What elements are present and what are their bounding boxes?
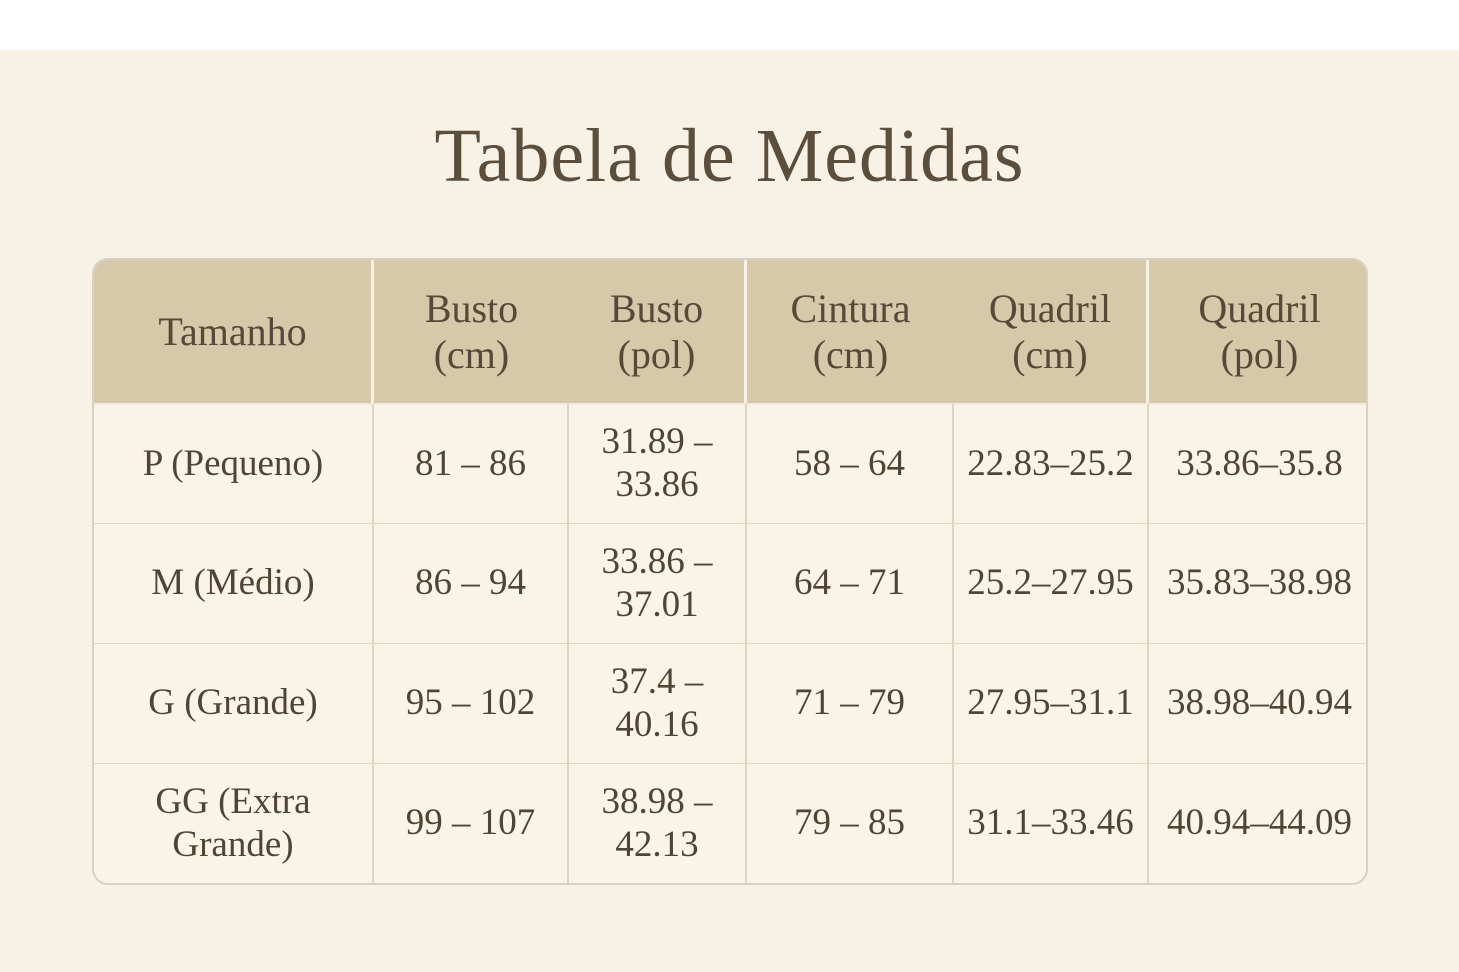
cintura-cm-value: 71 – 79 <box>747 643 954 763</box>
table-row-g <box>94 643 1368 763</box>
quadril-pol-value: 35.83–38.98 <box>1149 523 1368 643</box>
quadril-pol-value: 38.98–40.94 <box>1149 643 1368 763</box>
table-row-p <box>94 403 1368 523</box>
quadril-cm-value: 27.95–31.1 <box>954 643 1149 763</box>
size-label: P (Pequeno) <box>94 403 374 523</box>
quadril-pol-value: 40.94–44.09 <box>1149 763 1368 883</box>
quadril-cm-value: 25.2–27.95 <box>954 523 1149 643</box>
top-white-strip <box>0 0 1459 50</box>
column-header-quadril-pol: Quadril (pol) <box>1149 260 1368 403</box>
quadril-pol-value: 33.86–35.8 <box>1149 403 1368 523</box>
busto-cm-value: 86 – 94 <box>374 523 569 643</box>
busto-pol-value: 33.86 – 37.01 <box>569 523 747 643</box>
quadril-cm-value: 31.1–33.46 <box>954 763 1149 883</box>
busto-cm-value: 81 – 86 <box>374 403 569 523</box>
size-label: G (Grande) <box>94 643 374 763</box>
size-chart-table <box>94 260 1368 883</box>
busto-cm-value: 99 – 107 <box>374 763 569 883</box>
size-label: GG (Extra Grande) <box>94 763 374 883</box>
column-header-quadril-cm: Quadril (cm) <box>954 260 1149 403</box>
quadril-cm-value: 22.83–25.2 <box>954 403 1149 523</box>
table-row-m <box>94 523 1368 643</box>
column-header-busto-cm: Busto (cm) <box>374 260 569 403</box>
busto-pol-value: 37.4 – 40.16 <box>569 643 747 763</box>
cintura-cm-value: 58 – 64 <box>747 403 954 523</box>
page-title: Tabela de Medidas <box>434 114 1025 198</box>
busto-cm-value: 95 – 102 <box>374 643 569 763</box>
column-header-busto-pol: Busto (pol) <box>569 260 747 403</box>
size-chart-table-container <box>92 258 1368 885</box>
table-header-row <box>94 260 1368 403</box>
cintura-cm-value: 64 – 71 <box>747 523 954 643</box>
column-header-cintura-cm: Cintura (cm) <box>747 260 954 403</box>
busto-pol-value: 31.89 – 33.86 <box>569 403 747 523</box>
cintura-cm-value: 79 – 85 <box>747 763 954 883</box>
busto-pol-value: 38.98 – 42.13 <box>569 763 747 883</box>
size-label: M (Médio) <box>94 523 374 643</box>
table-row-gg <box>94 763 1368 883</box>
column-header-tamanho: Tamanho <box>94 260 374 403</box>
